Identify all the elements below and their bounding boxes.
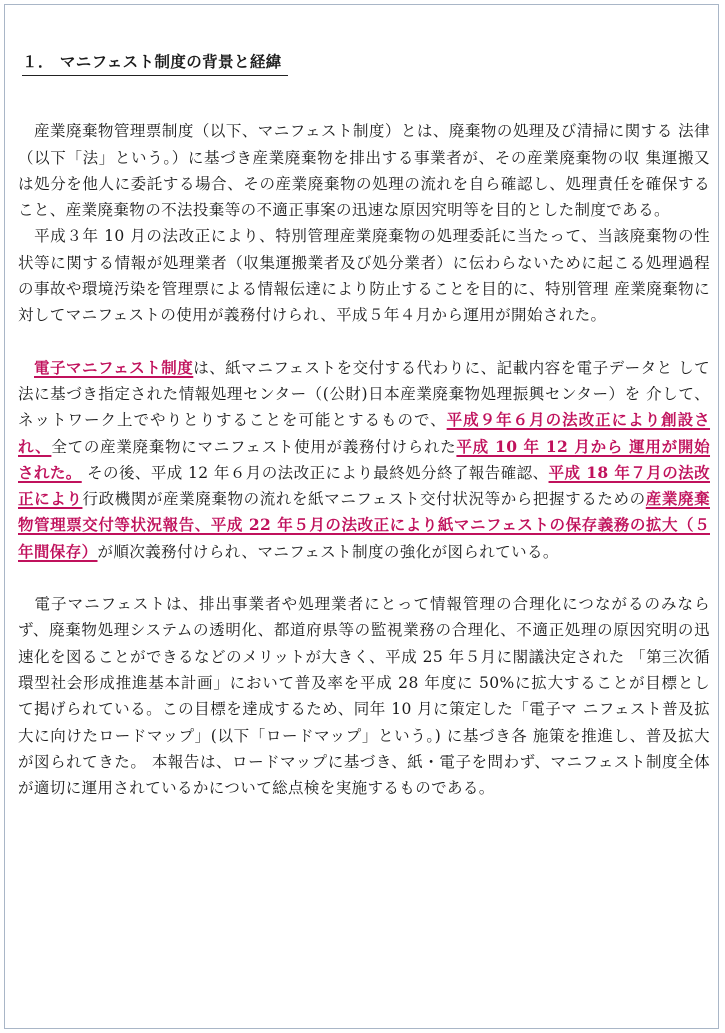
spacer [18, 76, 710, 118]
section-heading [22, 49, 288, 76]
spacer [18, 565, 710, 591]
paragraph-roadmap: 電子マニフェストは、排出事業者や処理業者にとって情報管理の合理化につながるのみならず、廃棄物処理システムの透明化、都道府県等の監視業務の合理化、不適正処理の原因究明の迅速化を図ることができるなどのメリットが大きく、平成 25 年５月に閣議決定された 「第三次循環型社会形成推進基本計画」において普及率を平成 28 年度に 50%に拡大することが目標として掲げられている。この目標を達成するため、同年 10 月に策定した「電子マ ニフェスト普及拡大に向けたロードマップ」(以下「ロードマップ」という。) に基づき各 施策を推進し、普及拡大が図られてきた。 本報告は、ロードマップに基づき、紙・電子を問わず、マニフェスト制度全体が適切に運用されているかについて総点検を実施するものである。 [18, 595, 710, 798]
text-run [18, 359, 34, 377]
section-title: マニフェスト制度の背景と経緯 [59, 52, 282, 71]
highlight-h9-creation: 平成９年６月の法改正により創設され、 [18, 410, 711, 456]
text-run: その後、平成 12 年６月の法改正により最終処分終了報告確認、 [81, 463, 549, 482]
spacer [18, 329, 710, 355]
section-number: １． [22, 52, 54, 71]
paragraph-electronic-manifest [18, 355, 710, 565]
highlight-h18-revision: 平成 18 年７月の法改正により [18, 462, 710, 509]
highlight-electronic-manifest-system: 電子マニフェスト制度 [34, 357, 194, 377]
text-run: 行政機関が産業廃棄物の流れを紙マニフェスト交付状況等から把握するための [82, 490, 646, 509]
document-page [4, 4, 719, 1029]
text-run: 全ての産業廃棄物にマニフェスト使用が義務付けられた [51, 437, 457, 456]
highlight-status-report: 産業廃棄物管理票交付等状況報告、平成 22 年５月の法改正により紙マニフェストの保存義務の拡大（５年間保存） [18, 489, 710, 561]
highlight-h10-operation: 平成 10 年 12 月から 運用が開始された。 [18, 436, 711, 482]
document-body [18, 49, 710, 801]
paragraph-history: 平成３年 10 月の法改正により、特別管理産業廃棄物の処理委託に当たって、当該廃棄物の性状等に関する情報が処理業者（収集運搬業者及び処分業者）に伝わらないために起こる処理過程の事故や環境汚染を管理票による情報伝達により防止することを目的に、特別管理 産業廃棄物に対してマニフェストの使用が義務付けられ、平成５年４月から運用が開始された。 [18, 227, 710, 325]
paragraph-definition: 産業廃棄物管理票制度（以下、マニフェスト制度）とは、廃棄物の処理及び清掃に関する 法律（以下「法」という。）に基づき産業廃棄物を排出する事業者が、その産業廃棄物の収 集運搬又は処分を他人に委託する場合、その産業廃棄物の処理の流れを自ら確認し、処理責任を確保すること、産業廃棄物の不法投棄等の不適正事案の迅速な原因究明等を目的とした制度である。 [18, 122, 710, 220]
text-run: が順次義務付けられ、マニフェスト制度の強化が図られている。 [97, 542, 559, 561]
text-run: は、紙マニフェストを交付する代わりに、記載内容を電子データと して法に基づき指定された情報処理センター（(公財)日本産業廃棄物処理振興センター）を 介して、ネットワーク上でやりとりすることを可能とするもので、 [18, 358, 710, 430]
